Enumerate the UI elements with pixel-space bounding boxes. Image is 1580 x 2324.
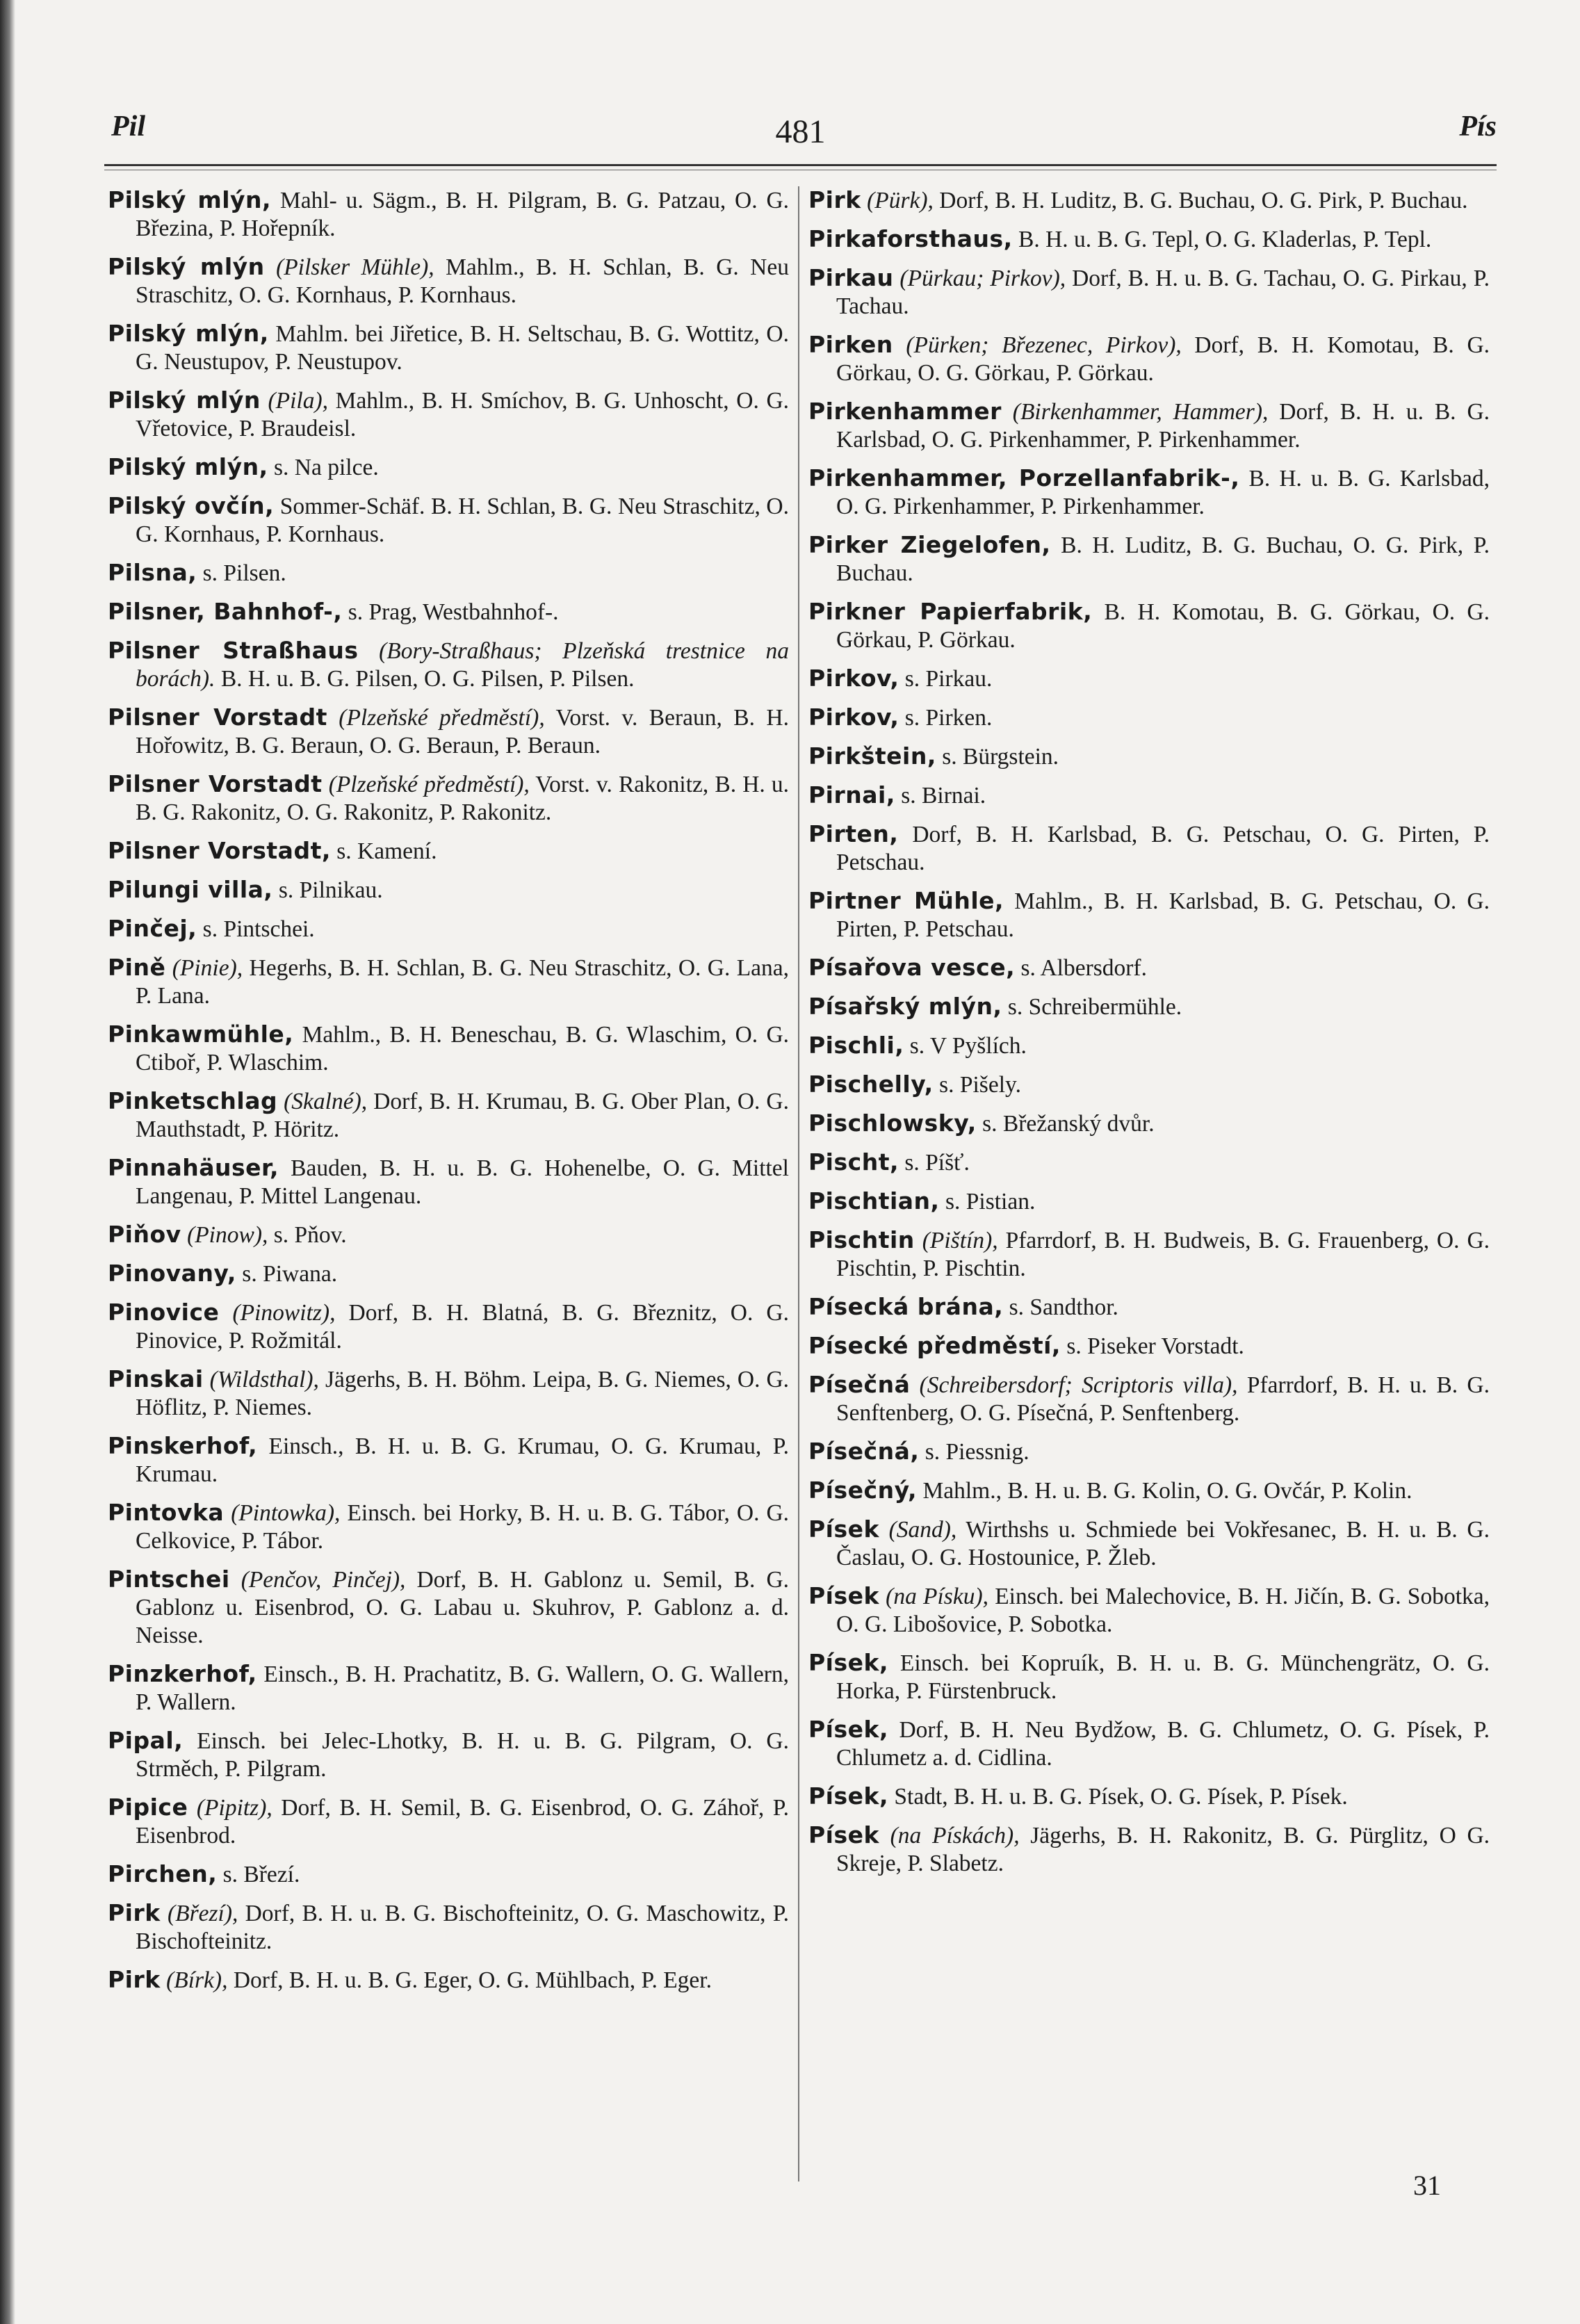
gazetteer-entry xyxy=(808,1110,1490,1138)
entry-headword: Pině xyxy=(108,954,166,981)
gazetteer-entry xyxy=(808,820,1490,877)
entry-headword: Pirk xyxy=(108,1966,161,1993)
gazetteer-entry xyxy=(108,186,789,243)
entry-headword: Pirkaforsthaus, xyxy=(808,225,1013,252)
column-divider xyxy=(798,186,799,2181)
entry-text: Pfarrdorf, B. H. Budweis, B. G. Frauenberg, O. G. Pischtin, P. Pischtin. xyxy=(836,1228,1490,1281)
entry-headword: Pirten, xyxy=(808,820,899,847)
gazetteer-entry xyxy=(808,1332,1490,1360)
gazetteer-entry xyxy=(808,1071,1490,1099)
entry-text: Mahl- u. Sägm., B. H. Pilgram, B. G. Patzau, O. G. Březina, P. Hořepník. xyxy=(136,188,790,241)
entry-headword: Písek, xyxy=(808,1649,889,1676)
entry-text: Einsch. bei Jelec-Lhotky, B. H. u. B. G. Pilgram, O. G. Strměch, P. Pilgram. xyxy=(136,1728,790,1782)
entry-text: Dorf, B. H. Neu Bydžow, B. G. Chlumetz, O. G. Písek, P. Chlumetz a. d. Cidlina. xyxy=(836,1717,1490,1771)
gazetteer-entry xyxy=(808,1032,1490,1060)
gazetteer-entry xyxy=(808,1716,1490,1772)
entry-headword: Pischtian, xyxy=(808,1187,940,1214)
entry-alt-name: (na Písku), xyxy=(886,1584,988,1609)
gazetteer-entry xyxy=(108,1221,789,1249)
gazetteer-entry xyxy=(808,225,1490,254)
entry-text: Dorf, B. H. Semil, B. G. Eisenbrod, O. G. Záhoř, P. Eisenbrod. xyxy=(136,1795,790,1848)
entry-headword: Pipal, xyxy=(108,1727,184,1754)
gazetteer-entry xyxy=(808,665,1490,693)
gazetteer-entry xyxy=(108,1794,789,1850)
gazetteer-entry xyxy=(808,704,1490,732)
entry-alt-name: (Březí), xyxy=(167,1901,238,1926)
entry-headword: Pilsner Vorstadt xyxy=(108,770,323,797)
gazetteer-entry xyxy=(808,781,1490,810)
entry-text: Jägerhs, B. H. Rakonitz, B. G. Pürglitz, O G. Skreje, P. Slabetz. xyxy=(836,1823,1490,1876)
entry-headword: Písek xyxy=(808,1582,879,1609)
entry-alt-name: (Plzeňské předměstí), xyxy=(339,705,545,731)
entry-headword: Pirkau xyxy=(808,264,894,291)
entry-headword: Pirker Ziegelofen, xyxy=(808,531,1051,558)
entry-text: B. H. Luditz, B. G. Buchau, O. G. Pirk, P. Buchau. xyxy=(836,533,1490,586)
entry-text: s. Na pilce. xyxy=(274,455,379,480)
gazetteer-entry xyxy=(108,1860,789,1889)
entry-text: B. H. u. B. G. Pilsen, O. G. Pilsen, P. Pilsen. xyxy=(220,666,635,692)
entry-text: Dorf, B. H. u. B. G. Eger, O. G. Mühlbach, P. Eger. xyxy=(233,1967,712,1993)
entry-headword: Pinskerhof, xyxy=(108,1432,258,1459)
entry-alt-name: (Pintowka), xyxy=(231,1500,341,1526)
gazetteer-entry xyxy=(108,915,789,943)
entry-text: B. H. u. B. G. Tepl, O. G. Kladerlas, P. Tepl. xyxy=(1018,227,1432,252)
entry-text: s. Schreibermühle. xyxy=(1007,994,1182,1020)
entry-alt-name: (Pištín), xyxy=(922,1228,998,1253)
gazetteer-entry xyxy=(808,1782,1490,1811)
entry-text: Wirthshs u. Schmiede bei Vokřesanec, B. H. u. B. G. Časlau, O. G. Hostounice, P. Žleb. xyxy=(836,1517,1490,1570)
entry-text: Mahlm., B. H. u. B. G. Kolin, O. G. Ovčár, P. Kolin. xyxy=(922,1478,1412,1504)
entry-alt-name: (Schreibersdorf; Scriptoris villa), xyxy=(919,1372,1238,1398)
entry-headword: Pilský mlýn, xyxy=(108,186,272,213)
entry-headword: Pinkawmühle, xyxy=(108,1021,294,1048)
entry-text: Vorst. v. Rakonitz, B. H. u. B. G. Rakonitz, O. G. Rakonitz, P. Rakonitz. xyxy=(136,772,789,825)
entry-headword: Pilsner Straßhaus xyxy=(108,637,359,664)
entry-headword: Pirkštein, xyxy=(808,742,936,770)
gazetteer-entry xyxy=(808,186,1490,215)
gazetteer-entry xyxy=(108,1260,789,1288)
entry-alt-name: (Pinow), xyxy=(187,1222,268,1248)
gazetteer-entry xyxy=(108,876,789,904)
entry-headword: Pirk xyxy=(808,186,861,213)
entry-text: s. Kamení. xyxy=(336,838,437,864)
entry-headword: Písek, xyxy=(808,1716,889,1743)
entry-alt-name: (Plzeňské předměstí), xyxy=(328,772,530,797)
gazetteer-entry xyxy=(108,1299,789,1355)
entry-text: s. Prag, Westbahnhof-. xyxy=(348,599,559,625)
entry-headword: Pirchen, xyxy=(108,1860,218,1887)
entry-text: Dorf, B. H. u. B. G. Bischofteinitz, O. G. Maschowitz, P. Bischofteinitz. xyxy=(136,1901,790,1954)
entry-text: s. Pistian. xyxy=(945,1189,1036,1214)
entry-headword: Pischlowsky, xyxy=(808,1110,977,1137)
gazetteer-entry xyxy=(108,1660,789,1716)
gazetteer-entry xyxy=(108,1966,789,1994)
entry-alt-name: (Pürken; Březenec, Pirkov), xyxy=(906,332,1182,358)
entry-headword: Pilsner Vorstadt, xyxy=(108,837,331,864)
entry-headword: Písecká brána, xyxy=(808,1293,1004,1320)
entry-text: s. Pilnikau. xyxy=(278,877,383,903)
entry-headword: Pilský mlýn xyxy=(108,387,261,414)
entry-text: s. Bürgstein. xyxy=(942,744,1059,770)
gazetteer-entry xyxy=(808,464,1490,521)
entry-text: s. Piseker Vorstadt. xyxy=(1066,1333,1244,1359)
entry-alt-name: (na Pískách), xyxy=(890,1823,1020,1848)
entry-text: B. H. Komotau, B. G. Görkau, O. G. Görkau, P. Görkau. xyxy=(836,599,1490,653)
entry-headword: Pischelly, xyxy=(808,1071,934,1098)
entry-headword: Písařský mlýn, xyxy=(808,993,1002,1020)
entry-text: Einsch. bei Malechovice, B. H. Jičín, B. G. Sobotka, O. G. Libošovice, P. Sobotka. xyxy=(836,1584,1490,1637)
gazetteer-entry xyxy=(108,1154,789,1210)
entry-headword: Pirken xyxy=(808,331,893,358)
entry-text: Sommer-Schäf. B. H. Schlan, B. G. Neu Straschitz, O. G. Kornhaus, P. Kornhaus. xyxy=(136,494,790,547)
entry-text: Einsch. bei Kopruík, B. H. u. B. G. Münchengrätz, O. G. Horka, P. Fürstenbruck. xyxy=(836,1650,1490,1704)
entry-headword: Pirkov, xyxy=(808,704,899,731)
entry-headword: Pinnahäuser, xyxy=(108,1154,279,1181)
gazetteer-entry xyxy=(108,1566,789,1650)
entry-headword: Pilsner, Bahnhof-, xyxy=(108,598,343,625)
entry-alt-name: (Pila), xyxy=(268,388,329,414)
gazetteer-entry xyxy=(808,1148,1490,1177)
running-head-left: Pil xyxy=(111,111,145,143)
entry-alt-name: (Birkenhammer, Hammer), xyxy=(1012,399,1269,425)
gazetteer-entry xyxy=(108,320,789,376)
entry-text: Dorf, B. H. Gablonz u. Semil, B. G. Gablonz u. Eisenbrod, O. G. Labau u. Skuhrov, P. Gablonz a. d. Neisse. xyxy=(136,1567,790,1648)
entry-alt-name: (Bory-Straßhaus; Plzeňská trestnice na borách). xyxy=(136,638,789,692)
entry-text: Mahlm., B. H. Beneschau, B. G. Wlaschim, O. G. Ctiboř, P. Wlaschim. xyxy=(136,1022,790,1075)
entry-headword: Pilský ovčín, xyxy=(108,492,275,519)
entry-text: Pfarrdorf, B. H. u. B. G. Senftenberg, O. G. Písečná, P. Senftenberg. xyxy=(836,1372,1490,1426)
gazetteer-entry xyxy=(108,253,789,309)
gazetteer-entry xyxy=(108,1432,789,1488)
entry-text: s. Albersdorf. xyxy=(1020,955,1147,981)
entry-text: Dorf, B. H. Krumau, B. G. Ober Plan, O. G. Mauthstadt, P. Höritz. xyxy=(136,1089,789,1142)
gazetteer-entry xyxy=(808,1187,1490,1216)
entry-alt-name: (Pürkau; Pirkov), xyxy=(899,266,1066,291)
entry-text: s. Pňov. xyxy=(273,1222,347,1248)
entry-headword: Písek, xyxy=(808,1782,889,1810)
gazetteer-entry xyxy=(108,1365,789,1422)
entry-text: Vorst. v. Beraun, B. H. Hořowitz, B. G. Beraun, O. G. Beraun, P. Beraun. xyxy=(136,705,789,758)
entry-headword: Pischtin xyxy=(808,1226,915,1253)
entry-text: s. Pirken. xyxy=(904,705,993,731)
entry-text: s. Pirkau. xyxy=(904,666,993,692)
entry-text: s. Birnai. xyxy=(901,783,986,808)
entry-headword: Písečná xyxy=(808,1371,911,1398)
entry-headword: Pilsna, xyxy=(108,559,197,586)
entry-headword: Pinketschlag xyxy=(108,1087,278,1114)
entry-text: Bauden, B. H. u. B. G. Hohenelbe, O. G. Mittel Langenau, P. Mittel Langenau. xyxy=(136,1155,789,1209)
entry-text: s. Pilsen. xyxy=(202,560,286,586)
entry-headword: Pilský mlýn, xyxy=(108,320,269,347)
gazetteer-entry xyxy=(808,954,1490,982)
gazetteer-entry xyxy=(108,954,789,1010)
entry-text: s. Pintschei. xyxy=(202,916,315,942)
entry-headword: Písecké předměstí, xyxy=(808,1332,1061,1359)
entry-text: s. Píšť. xyxy=(904,1150,970,1176)
entry-headword: Písečná, xyxy=(808,1438,920,1465)
gazetteer-entry xyxy=(108,492,789,549)
entry-headword: Pirnai, xyxy=(808,781,895,808)
gazetteer-entry xyxy=(808,993,1490,1021)
entry-headword: Pilský mlýn xyxy=(108,253,265,280)
entry-headword: Pintschei xyxy=(108,1566,230,1593)
entry-text: Einsch., B. H. Prachatitz, B. G. Wallern, O. G. Wallern, P. Wallern. xyxy=(136,1661,790,1715)
gazetteer-entry xyxy=(108,453,789,482)
gazetteer-entry xyxy=(808,331,1490,387)
gazetteer-entry xyxy=(808,1226,1490,1283)
entry-alt-name: (Pinie), xyxy=(172,955,243,981)
entry-headword: Písařova vesce, xyxy=(808,954,1016,981)
entry-text: Einsch., B. H. u. B. G. Krumau, O. G. Krumau, P. Krumau. xyxy=(136,1433,790,1487)
entry-headword: Pinovany, xyxy=(108,1260,236,1287)
gazetteer-entry xyxy=(108,559,789,587)
entry-alt-name: (Sand), xyxy=(888,1517,957,1543)
gazetteer-entry xyxy=(808,1649,1490,1705)
gazetteer-entry xyxy=(808,598,1490,654)
gazetteer-entry xyxy=(808,531,1490,587)
entry-headword: Pirk xyxy=(108,1899,161,1926)
entry-text: Mahlm., B. H. Smíchov, B. G. Unhoscht, O. G. Vřetovice, P. Braudeisl. xyxy=(136,388,790,441)
entry-text: Stadt, B. H. u. B. G. Písek, O. G. Písek, P. Písek. xyxy=(894,1784,1348,1810)
entry-text: s. Pišely. xyxy=(939,1072,1021,1098)
entry-alt-name: (Pinowitz), xyxy=(232,1300,336,1326)
entry-alt-name: (Pipitz), xyxy=(196,1795,272,1821)
entry-headword: Písek xyxy=(808,1821,879,1848)
scan-edge xyxy=(0,0,15,2324)
entry-text: Dorf, B. H. Karlsbad, B. G. Petschau, O. G. Pirten, P. Petschau. xyxy=(836,822,1490,875)
gazetteer-entry xyxy=(108,704,789,760)
entry-text: Mahlm., B. H. Schlan, B. G. Neu Straschitz, O. G. Kornhaus, P. Kornhaus. xyxy=(136,254,789,308)
entry-alt-name: (Skalné), xyxy=(284,1089,368,1114)
entry-headword: Piňov xyxy=(108,1221,181,1248)
entry-alt-name: (Bírk), xyxy=(166,1967,228,1993)
entry-alt-name: (Pilsker Mühle), xyxy=(276,254,434,280)
gazetteer-entry xyxy=(808,264,1490,320)
entry-headword: Pinskai xyxy=(108,1365,204,1392)
gazetteer-entry xyxy=(808,887,1490,943)
gazetteer-entry xyxy=(808,1477,1490,1505)
gazetteer-entry xyxy=(108,837,789,866)
entry-headword: Písek xyxy=(808,1516,879,1543)
entry-text: Mahlm. bei Jiřetice, B. H. Seltschau, B. G. Wottitz, O. G. Neustupov, P. Neustupov. xyxy=(136,321,790,375)
entry-text: Jägerhs, B. H. Böhm. Leipa, B. G. Niemes, O. G. Höflitz, P. Niemes. xyxy=(136,1367,790,1420)
entry-headword: Pinčej, xyxy=(108,915,197,942)
entry-headword: Pirkner Papierfabrik, xyxy=(808,598,1093,625)
entry-text: Dorf, B. H. u. B. G. Tachau, O. G. Pirkau, P. Tachau. xyxy=(836,266,1490,319)
entry-headword: Pischli, xyxy=(808,1032,904,1059)
entry-headword: Pirkenhammer, Porzellanfabrik-, xyxy=(808,464,1240,491)
page-header xyxy=(104,104,1497,153)
entry-text: B. H. u. B. G. Karlsbad, O. G. Pirkenhammer, P. Pirkenhammer. xyxy=(836,466,1490,519)
entry-headword: Pilský mlýn, xyxy=(108,453,268,480)
entry-headword: Pipice xyxy=(108,1794,188,1821)
gazetteer-entry xyxy=(108,598,789,626)
gazetteer-entry xyxy=(808,1582,1490,1639)
gazetteer-entry xyxy=(808,398,1490,454)
gazetteer-entry xyxy=(808,1516,1490,1572)
gazetteer-entry xyxy=(108,387,789,443)
entry-text: Dorf, B. H. u. B. G. Karlsbad, O. G. Pirkenhammer, P. Pirkenhammer. xyxy=(836,399,1490,453)
gazetteer-entry xyxy=(108,1727,789,1783)
entry-text: Mahlm., B. H. Karlsbad, B. G. Petschau, O. G. Pirten, P. Petschau. xyxy=(836,888,1490,942)
entry-text: Dorf, B. H. Blatná, B. G. Březnitz, O. G. Pinovice, P. Rožmitál. xyxy=(136,1300,789,1354)
left-column xyxy=(108,186,789,2005)
entry-text: Dorf, B. H. Luditz, B. G. Buchau, O. G. Pirk, P. Buchau. xyxy=(939,188,1468,213)
entry-headword: Pintovka xyxy=(108,1499,225,1526)
right-column xyxy=(808,186,1490,1888)
entry-text: s. Piwana. xyxy=(242,1261,338,1287)
entry-text: Hegerhs, B. H. Schlan, B. G. Neu Straschitz, O. G. Lana, P. Lana. xyxy=(136,955,790,1009)
entry-headword: Pirkenhammer xyxy=(808,398,1002,425)
entry-headword: Pinzkerhof, xyxy=(108,1660,257,1687)
entry-headword: Pischt, xyxy=(808,1148,899,1176)
entry-alt-name: (Penčov, Pinčej), xyxy=(241,1567,406,1593)
gazetteer-entry xyxy=(808,742,1490,771)
gazetteer-entry xyxy=(108,1899,789,1956)
gazetteer-entry xyxy=(808,1371,1490,1427)
entry-text: Einsch. bei Horky, B. H. u. B. G. Tábor, O. G. Celkovice, P. Tábor. xyxy=(136,1500,790,1554)
entry-text: s. Piessnig. xyxy=(925,1439,1029,1465)
entry-headword: Pilsner Vorstadt xyxy=(108,704,327,731)
entry-text: s. Břežanský dvůr. xyxy=(982,1111,1155,1137)
entry-headword: Pilungi villa, xyxy=(108,876,273,903)
entry-text: s. Sandthor. xyxy=(1009,1294,1118,1320)
gazetteer-entry xyxy=(808,1438,1490,1466)
gazetteer-entry xyxy=(808,1293,1490,1322)
gazetteer-entry xyxy=(808,1821,1490,1878)
gazetteer-entry xyxy=(108,637,789,693)
signature-mark: 31 xyxy=(1413,2170,1441,2201)
gazetteer-entry xyxy=(108,1087,789,1144)
entry-text: Dorf, B. H. Komotau, B. G. Görkau, O. G. Görkau, P. Görkau. xyxy=(836,332,1490,386)
page-number: 481 xyxy=(775,113,826,150)
entry-headword: Pirkov, xyxy=(808,665,899,692)
entry-alt-name: (Wildsthal), xyxy=(209,1367,319,1392)
entry-alt-name: (Pürk), xyxy=(867,188,934,213)
gazetteer-entry xyxy=(108,1021,789,1077)
entry-headword: Pirtner Mühle, xyxy=(808,887,1004,914)
running-head-right: Pís xyxy=(1459,111,1497,143)
header-rule xyxy=(104,164,1497,166)
entry-headword: Pinovice xyxy=(108,1299,220,1326)
gazetteer-entry xyxy=(108,770,789,827)
entry-text: s. Březí. xyxy=(222,1862,300,1887)
gazetteer-entry xyxy=(108,1499,789,1555)
entry-headword: Písečný, xyxy=(808,1477,918,1504)
entry-text: s. V Pyšlích. xyxy=(909,1033,1027,1059)
